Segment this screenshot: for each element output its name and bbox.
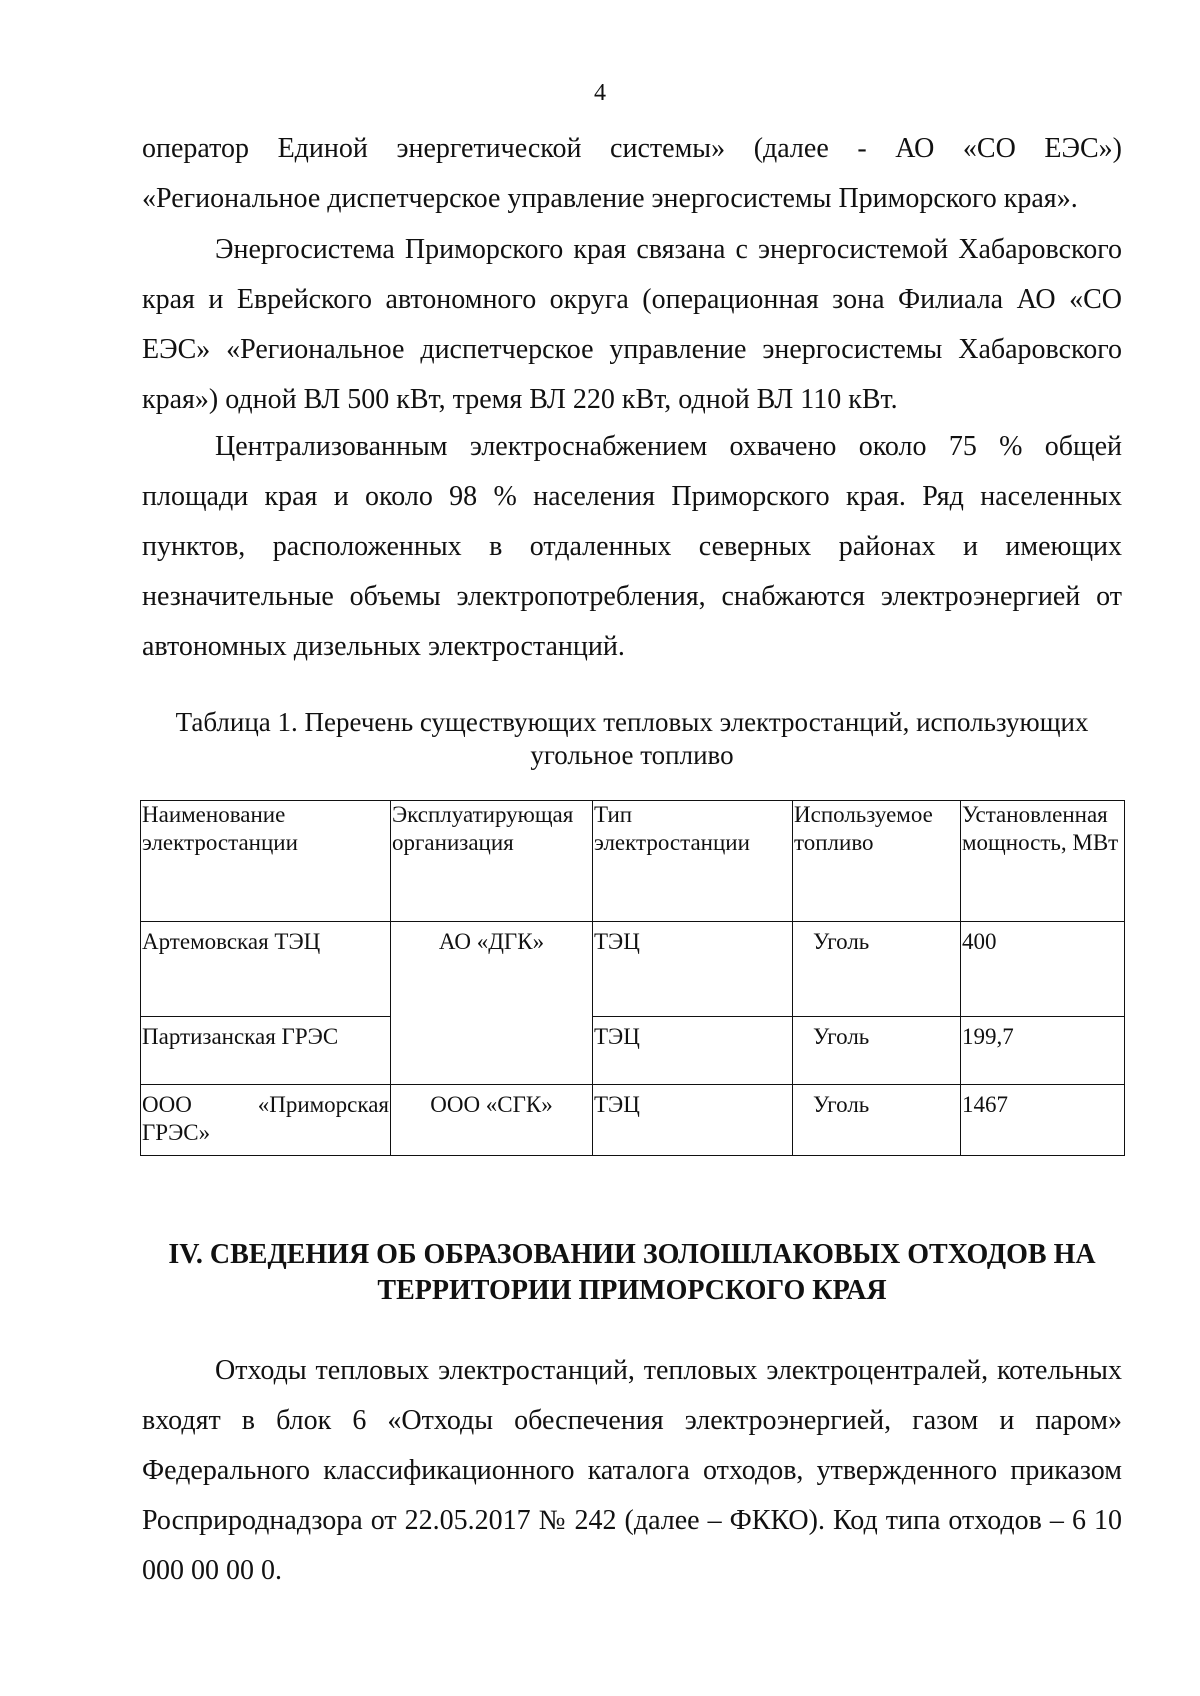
cell-station-type: ТЭЦ xyxy=(593,1085,793,1156)
cell-capacity: 199,7 xyxy=(961,1017,1125,1085)
header-fuel: Используемое топливо xyxy=(793,801,961,922)
cell-station-type: ТЭЦ xyxy=(593,1017,793,1085)
table-caption-line-1: Таблица 1. Перечень существующих тепловых электростанций, использующих xyxy=(175,707,1089,737)
table-header-row xyxy=(141,801,1125,922)
cell-capacity: 400 xyxy=(961,922,1125,1017)
station-name-part-3: ГРЭС» xyxy=(142,1120,211,1145)
table-row xyxy=(141,1085,1125,1156)
cell-station-name: Артемовская ТЭЦ xyxy=(141,922,391,1017)
station-name-part-2: «Приморская xyxy=(257,1092,389,1117)
power-stations-table xyxy=(140,800,1125,1156)
paragraph-1-line-2: «Региональное диспетчерское управление энергосистемы Приморского края». xyxy=(142,183,1078,214)
cell-station-type: ТЭЦ xyxy=(593,922,793,1017)
paragraph-2-text: Энергосистема Приморского края связана с энергосистемой Хабаровского края и Еврейского автономного округа (операционная зона Филиала АО «СО ЕЭС» «Региональное диспетчерское управление энергосистемы Хабаровского края») одной ВЛ 500 кВт, тремя ВЛ 220 кВт, одной ВЛ 110 кВт. xyxy=(142,234,1122,415)
paragraph-4 xyxy=(142,1346,1122,1596)
header-operator: Эксплуатирующая организация xyxy=(391,801,593,922)
table-row xyxy=(141,922,1125,1017)
cell-station-name: Партизанская ГРЭС xyxy=(141,1017,391,1085)
header-station-name: Наименование электростанции xyxy=(141,801,391,922)
section-heading xyxy=(142,1237,1122,1309)
page-number: 4 xyxy=(594,80,606,106)
table-caption-line-2: угольное топливо xyxy=(530,740,734,770)
cell-station-name xyxy=(141,1085,391,1156)
cell-operator: АО «ДГК» xyxy=(391,922,593,1085)
paragraph-1 xyxy=(142,124,1122,224)
paragraph-4-text: Отходы тепловых электростанций, тепловых электроцентралей, котельных входят в блок 6 «Отходы обеспечения электроэнергией, газом и паром» Федерального классификационного каталога отходов, утвержденного приказом Росприроднадзора от 22.05.2017 № 242 (далее – ФККО). Код типа отходов – 6 10 000 00 00 0. xyxy=(142,1355,1122,1586)
paragraph-3-text: Централизованным электроснабжением охвачено около 75 % общей площади края и около 98 % населения Приморского края. Ряд населенных пунктов, расположенных в отдаленных северных районах и имеющих незначительные объемы электропотребления, снабжаются электроэнергией от автономных дизельных электростанций. xyxy=(142,431,1122,662)
cell-fuel: Уголь xyxy=(793,1017,961,1085)
cell-operator: ООО «СГК» xyxy=(391,1085,593,1156)
table-row xyxy=(141,1017,1125,1085)
section-heading-line-2: ТЕРРИТОРИИ ПРИМОРСКОГО КРАЯ xyxy=(377,1275,887,1306)
station-name-line-1 xyxy=(142,1091,389,1119)
paragraph-2 xyxy=(142,225,1122,425)
cell-fuel: Уголь xyxy=(793,1085,961,1156)
cell-capacity: 1467 xyxy=(961,1085,1125,1156)
header-capacity: Установленная мощность, МВт xyxy=(961,801,1125,922)
paragraph-3 xyxy=(142,422,1122,672)
header-station-type: Тип электростанции xyxy=(593,801,793,922)
paragraph-1-line-1: оператор Единой энергетической системы» (далее - АО «СО ЕЭС») xyxy=(142,133,1122,164)
station-name-part-1: ООО xyxy=(142,1092,192,1117)
section-heading-line-1: IV. СВЕДЕНИЯ ОБ ОБРАЗОВАНИИ ЗОЛОШЛАКОВЫХ ОТХОДОВ НА xyxy=(168,1239,1096,1270)
cell-fuel: Уголь xyxy=(793,922,961,1017)
table-caption xyxy=(142,706,1122,772)
